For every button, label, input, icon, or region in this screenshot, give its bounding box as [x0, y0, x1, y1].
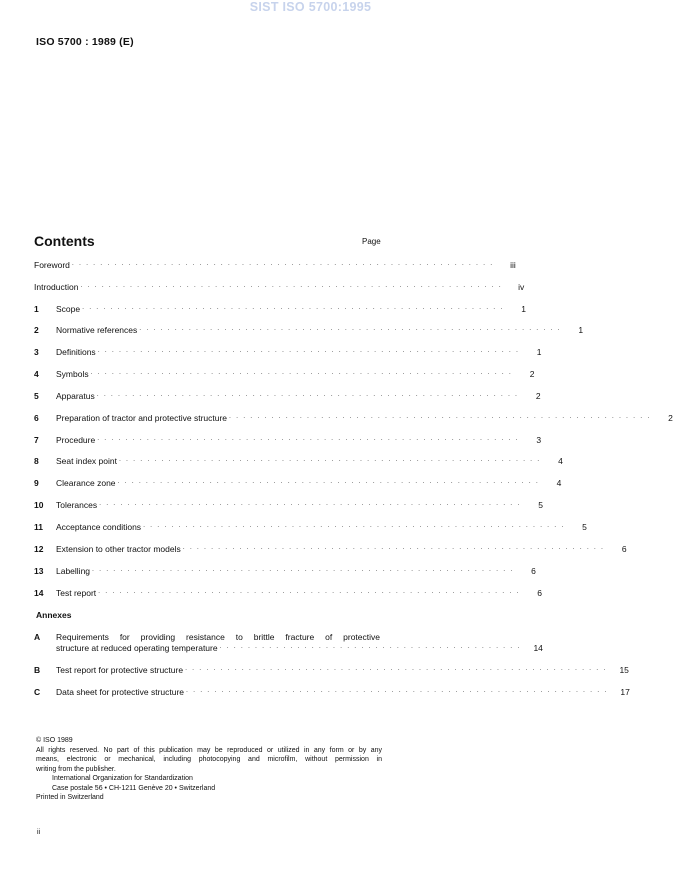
toc-entry-extension[interactable] [34, 542, 627, 554]
toc-entry-number: 3 [34, 347, 39, 357]
toc-entry-number: 14 [34, 588, 44, 598]
toc-entry-title: Foreword [34, 260, 70, 270]
toc-annex-a-line2[interactable] [34, 641, 543, 653]
toc-entry-page: 2 [529, 369, 535, 379]
leader-dots: . . . . . . . . . . . . . . . . . . . . . . . . . . . . . . . . . . . . . . . . . . . . . . . . . . . . . . . . . . . . [90, 369, 513, 376]
toc-entry-page: iv [518, 282, 525, 292]
rights-line: writing from the publisher. [36, 765, 116, 773]
toc-entry-number: 9 [34, 478, 39, 488]
leader-dots: . . . . . . . . . . . . . . . . . . . . . . . . . . . . . . . . . . . . . . . . . . . . . . . . . . . . . . . . . . . . [229, 413, 651, 420]
toc-entry-page: 4 [558, 456, 563, 466]
toc-annex-c[interactable] [34, 685, 630, 697]
toc-entry-title: Definitions [56, 347, 96, 357]
toc-entry-apparatus[interactable] [34, 389, 541, 401]
toc-entry-normative-references[interactable] [34, 323, 584, 335]
annexes-heading: Annexes [36, 610, 72, 620]
standard-reference: ISO 5700 : 1989 (E) [36, 36, 134, 48]
toc-entry-number: 13 [34, 566, 44, 576]
annex-page: 17 [620, 687, 630, 697]
leader-dots: . . . . . . . . . . . . . . . . . . . . . . . . . . . . . . . . . . . . . . . . . . . . . . . . . . . . . . . . . . . . [80, 282, 503, 289]
leader-dots: . . . . . . . . . . . . . . . . . . . . . . . . . . . . . . . . . . . . . . . . . . . . . . . . . . . . . . . . . . . . [143, 522, 565, 529]
toc-entry-number: 7 [34, 435, 39, 445]
toc-entry-title: Tolerances [56, 500, 98, 510]
toc-entry-title: Acceptance conditions [56, 522, 142, 532]
publisher-address: Case postale 56 • CH-1211 Genève 20 • Switzerland [52, 784, 216, 792]
leader-dots: . . . . . . . . . . . . . . . . . . . . . . . . . . . . . . . . . . . . . . . . . . . . . . . . . . . . . . . . . . . . [92, 566, 514, 573]
copyright-line: © ISO 1989 [36, 737, 73, 744]
toc-entry-title: Apparatus [56, 391, 95, 401]
toc-entry-page: 4 [556, 478, 562, 488]
rights-line: All rights reserved. No part of this publication may be reproduced or utilized in any form or by any [36, 746, 382, 754]
toc-entry-acceptance-conditions[interactable] [34, 520, 587, 532]
leader-dots: . . . . . . . . . . . . . . . . . . . . . . . . . . . . . . . . . . . . . . . . . . . . . . . . . . . . . . . . . . . . [71, 260, 494, 267]
toc-entry-number: 1 [34, 304, 39, 314]
toc-entry-number: 12 [34, 544, 44, 554]
leader-dots: . . . . . . . . . . . . . . . . . . . . . . . . . . . . . . . . . . . . . . . . . . . . . . . . . . . . . . . . . . . . [182, 544, 605, 551]
toc-entry-number: 8 [34, 456, 39, 466]
toc-entry-page: 1 [536, 347, 542, 357]
toc-entry-page: 3 [536, 435, 542, 445]
leader-dots: . . . . . . . . . . . . . . . . . . . . . . . . . . . . . . . . . . . . . . . . . . . . . . . . . . . . . . . . . . . . [186, 687, 608, 694]
leader-dots: . . . . . . . . . . . . . . . . . . . . . . . . . . . . . . . . . . . . . . . . . . . . . . . . . . . . . . . . . . . . [98, 588, 520, 595]
contents-heading: Contents [34, 233, 95, 249]
toc-entry-page: 6 [537, 588, 542, 598]
toc-entry-page: 5 [538, 500, 543, 510]
toc-entry-tolerances[interactable] [34, 498, 543, 510]
leader-dots: . . . . . . . . . . . . . . . . . . . . . . . . . . . . . . . . . . . . . . . . . . . . . . . . . . . . . . . . . . . . [97, 435, 520, 442]
toc-entry-title: Test report [56, 588, 97, 598]
toc-entry-number: 10 [34, 500, 44, 510]
toc-entry-title: Procedure [56, 435, 96, 445]
toc-entry-page: 1 [521, 304, 526, 314]
watermark: SIST ISO 5700:1995 [249, 0, 372, 14]
toc-entry-title: Extension to other tractor models [56, 544, 181, 554]
toc-entry-number: 11 [34, 522, 43, 532]
leader-dots: . . . . . . . . . . . . . . . . . . . . . . . . . . . . . . . . . . . . . . . . . . . . . . . . . . . . . . . . . . . . [117, 478, 540, 485]
toc-entry-page: 1 [578, 325, 584, 335]
toc-entry-labelling[interactable] [34, 564, 536, 576]
annex-title: Test report for protective structure [56, 665, 184, 675]
toc-entry-page: 6 [531, 566, 536, 576]
toc-entry-page: iii [510, 260, 516, 270]
toc-entry-page: 5 [582, 522, 587, 532]
leader-dots: . . . . . . . . . . . . . . . . . . . . . . . . . . . . . . . . . . . . . . . . . . . . . . . . . . . . . . . . . . . . [118, 456, 541, 463]
leader-dots: . . . . . . . . . . . . . . . . . . . . . . . . . . . . . . . . . . . . . . . . . . . . . . . . . . . . . . . . . . . . [96, 391, 519, 398]
copyright-block [36, 736, 382, 803]
toc-entry-title: Labelling [56, 566, 91, 576]
annex-letter: A [34, 632, 41, 642]
toc-entry-title: Clearance zone [56, 478, 116, 488]
leader-dots: . . . . . . . . . . . . . . . . . . . . . . . . . . . . . . . . . . . . . . . . . . . . . . . . . . . . . . . . . . . . [82, 304, 504, 311]
toc-entry-title: Symbols [56, 369, 89, 379]
annex-page: 15 [619, 665, 629, 675]
toc-annex-b[interactable] [34, 663, 629, 675]
page-column-label: Page [362, 237, 381, 246]
toc-entry-page: 6 [621, 544, 627, 554]
toc-entry-procedure[interactable] [34, 433, 542, 445]
toc-entry-title: Preparation of tractor and protective structure [56, 413, 228, 423]
toc-entry-page: 2 [668, 413, 673, 423]
publisher-name: International Organization for Standardization [52, 775, 193, 782]
toc-entry-number: 2 [34, 325, 39, 335]
toc-entry-title: Normative references [56, 325, 138, 335]
toc-entry-seat-index-point[interactable] [34, 454, 563, 466]
annex-letter: C [34, 687, 41, 697]
toc-entry-clearance-zone[interactable] [34, 476, 562, 488]
toc-entry-scope[interactable] [34, 302, 526, 314]
toc-entry-number: 4 [34, 369, 39, 379]
annex-letter: B [34, 665, 41, 675]
rights-line: means, electronic or mechanical, including photocopying and microfilm, without permission in [36, 756, 382, 763]
page-folio: ii [37, 829, 41, 836]
toc-entry-foreword[interactable] [34, 258, 516, 270]
annex-title-line1: Requirements for providing resistance to brittle fracture of protective [56, 632, 380, 642]
printed-in: Printed in Switzerland [36, 794, 104, 801]
toc-entry-title: Introduction [34, 282, 79, 292]
toc-entry-test-report[interactable] [34, 586, 542, 598]
toc-entry-title: Scope [56, 304, 81, 314]
toc-entry-number: 5 [34, 391, 39, 401]
leader-dots: . . . . . . . . . . . . . . . . . . . . . . . . . . . . . . . . . . . . . . . . . . . . . . . . . . . . . . . . . . . . [139, 325, 562, 332]
annex-page: 14 [533, 643, 543, 653]
toc-entry-number: 6 [34, 413, 39, 423]
toc-entry-definitions[interactable] [34, 345, 542, 357]
leader-dots: . . . . . . . . . . . . . . . . . . . . . . . . . . . . . . . . . . . . . . . . . . . . . . . . . . . . . . . . . . . . [99, 500, 521, 507]
leader-dots: . . . . . . . . . . . . . . . . . . . . . . . . . . . . . . . . . . . . . . . . . . . . . . . . . . . . . . . . . . . . [185, 665, 607, 672]
toc-entry-title: Seat index point [56, 456, 117, 466]
leader-dots: . . . . . . . . . . . . . . . . . . . . . . . . . . . . . . . . . . . . . . . . . . . [219, 643, 521, 650]
annex-title: Data sheet for protective structure [56, 687, 185, 697]
toc-entry-preparation[interactable] [34, 411, 673, 423]
toc-entry-page: 2 [535, 391, 541, 401]
annex-title-line2: structure at reduced operating temperature [56, 643, 218, 653]
toc-entry-symbols[interactable] [34, 367, 535, 379]
toc-entry-introduction[interactable] [34, 280, 525, 292]
leader-dots: . . . . . . . . . . . . . . . . . . . . . . . . . . . . . . . . . . . . . . . . . . . . . . . . . . . . . . . . . . . . [97, 347, 520, 354]
